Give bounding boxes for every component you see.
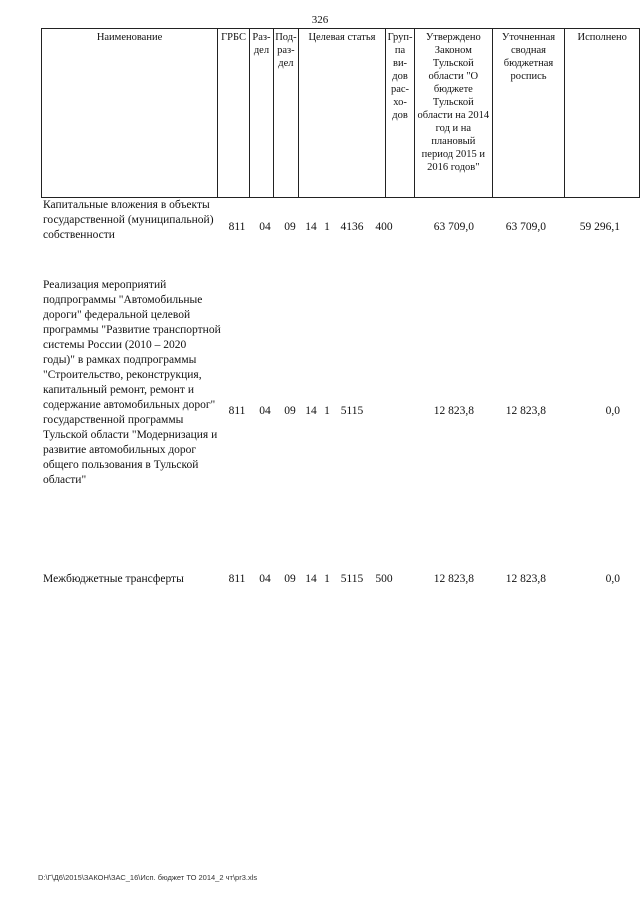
page-number: 326 — [311, 14, 329, 26]
row-executed: 59 296,1 — [579, 221, 620, 233]
row-approved: 12 823,8 — [433, 573, 474, 585]
column-header-name: Наименование — [42, 29, 218, 198]
row-executed: 0,0 — [605, 573, 620, 585]
column-header-refined: Уточненная сводная бюджетная роспись — [492, 29, 565, 198]
row-target-article-3: 5115 — [340, 573, 364, 585]
row-approved: 63 709,0 — [433, 221, 474, 233]
row-target-article-2: 1 — [324, 405, 330, 417]
row-grbs: 811 — [228, 221, 246, 233]
column-header-expense-group: Груп-па ви-дов рас-хо-дов — [386, 29, 415, 198]
column-header-grbs: ГРБС — [218, 29, 250, 198]
row-target-article-3: 5115 — [340, 405, 364, 417]
row-name: Реализация мероприятий подпрограммы "Автомобильные дороги" федеральной целевой программы "Развитие транспортной системы России (2010 – 2020 годы)" в рамках подпрограммы "Строительство, реконструкция, капитальный ремонт, ремонт и содержание автомобильных дорог" государственной программы Тульской области "Модернизация и развитие автомобильных дорог общего пользования в Тульской области" — [43, 279, 221, 486]
row-razdel: 04 — [259, 405, 271, 417]
row-razdel: 04 — [259, 573, 271, 585]
row-expense-group: 400 — [375, 221, 393, 233]
row-target-article-1: 14 — [305, 221, 317, 233]
table-header — [41, 28, 640, 198]
row-executed: 0,0 — [605, 405, 620, 417]
row-refined: 12 823,8 — [505, 573, 546, 585]
row-grbs: 811 — [228, 405, 246, 417]
row-expense-group: 500 — [375, 573, 393, 585]
row-refined: 12 823,8 — [505, 405, 546, 417]
column-header-approved: Утверждено Законом Тульской области "О бюджете Тульской области на 2014 год и на плановый период 2015 и 2016 годов" — [415, 29, 493, 198]
row-podrazdel: 09 — [284, 221, 296, 233]
row-name: Капитальные вложения в объекты государственной (муниципальной) собственности — [43, 199, 214, 241]
row-podrazdel: 09 — [284, 573, 296, 585]
row-refined: 63 709,0 — [505, 221, 546, 233]
row-target-article-2: 1 — [324, 573, 330, 585]
row-target-article-3: 4136 — [340, 221, 364, 233]
row-podrazdel: 09 — [284, 405, 296, 417]
column-header-target-article: Целевая статья — [298, 29, 385, 198]
row-grbs: 811 — [228, 573, 246, 585]
row-razdel: 04 — [259, 221, 271, 233]
file-path-footer: D:\Г\Д6\2015\ЗАКОН\ЗАС_16\Исп. бюджет ТО 2014_2 чт\pr3.xls — [38, 873, 258, 882]
row-target-article-1: 14 — [305, 573, 317, 585]
row-name: Межбюджетные трансферты — [43, 573, 184, 585]
row-target-article-1: 14 — [305, 405, 317, 417]
column-header-razdel: Раз-дел — [249, 29, 273, 198]
row-target-article-2: 1 — [324, 221, 330, 233]
row-approved: 12 823,8 — [433, 405, 474, 417]
column-header-podrazdel: Под-раз-дел — [273, 29, 298, 198]
column-header-executed: Исполнено — [565, 29, 640, 198]
